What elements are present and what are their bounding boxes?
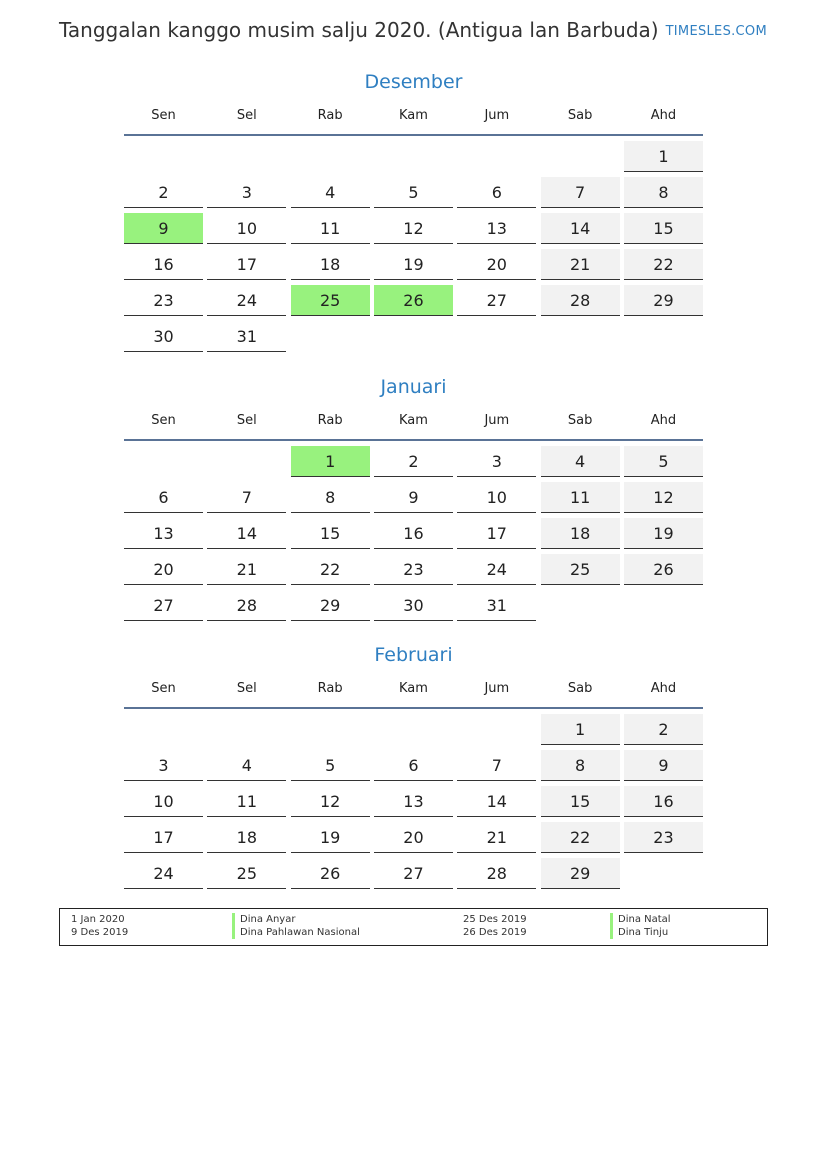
day-cell: 29 <box>291 590 370 621</box>
legend-holiday-name: Dina Anyar <box>232 913 295 926</box>
day-cell: 19 <box>624 518 703 549</box>
day-cell: 22 <box>291 554 370 585</box>
day-cell: 22 <box>541 822 620 853</box>
day-cell: 18 <box>207 822 286 853</box>
day-cell: 30 <box>374 590 453 621</box>
day-cell: 3 <box>124 750 203 781</box>
day-cell: 24 <box>124 858 203 889</box>
day-cell: 7 <box>541 177 620 208</box>
holiday-day-cell: 25 <box>291 285 370 316</box>
weekday-label: Sel <box>236 412 257 428</box>
day-cell: 13 <box>374 786 453 817</box>
empty-day-cell <box>207 714 286 745</box>
day-cell: 9 <box>374 482 453 513</box>
day-cell: 18 <box>291 249 370 280</box>
day-cell: 21 <box>541 249 620 280</box>
weekday-label: Jum <box>484 412 510 428</box>
weekday-label: Jum <box>484 107 510 123</box>
day-cell: 9 <box>624 750 703 781</box>
day-cell: 26 <box>624 554 703 585</box>
weekday-label: Sel <box>236 680 257 696</box>
empty-day-cell <box>374 141 453 172</box>
day-cell: 3 <box>207 177 286 208</box>
day-cell: 8 <box>624 177 703 208</box>
day-cell: 20 <box>374 822 453 853</box>
legend-date: 25 Des 2019 <box>463 914 527 925</box>
day-cell: 24 <box>207 285 286 316</box>
day-cell: 24 <box>457 554 536 585</box>
empty-day-cell <box>457 141 536 172</box>
weekday-header <box>124 669 703 709</box>
day-cell: 5 <box>374 177 453 208</box>
day-cell: 17 <box>457 518 536 549</box>
legend-holiday-name: Dina Pahlawan Nasional <box>232 926 360 939</box>
legend-date: 9 Des 2019 <box>71 927 129 938</box>
empty-day-cell <box>207 446 286 477</box>
empty-day-cell <box>374 714 453 745</box>
month-title: Januari <box>380 376 447 398</box>
day-cell: 19 <box>291 822 370 853</box>
day-cell: 6 <box>374 750 453 781</box>
day-cell: 11 <box>541 482 620 513</box>
day-cell: 14 <box>457 786 536 817</box>
day-cell: 27 <box>374 858 453 889</box>
day-cell: 25 <box>541 554 620 585</box>
day-cell: 18 <box>541 518 620 549</box>
day-cell: 19 <box>374 249 453 280</box>
day-cell: 10 <box>207 213 286 244</box>
month-december <box>124 68 703 352</box>
weekday-label: Sab <box>567 412 593 428</box>
day-cell: 4 <box>207 750 286 781</box>
day-cell: 23 <box>374 554 453 585</box>
weekday-label: Sel <box>236 107 257 123</box>
day-cell: 12 <box>291 786 370 817</box>
weekday-label: Rab <box>317 107 343 123</box>
page-title: Tanggalan kanggo musim salju 2020. (Antigua lan Barbuda) <box>59 18 659 42</box>
weekday-label: Sab <box>567 107 593 123</box>
day-cell: 27 <box>124 590 203 621</box>
day-cell: 23 <box>624 822 703 853</box>
empty-day-cell <box>291 714 370 745</box>
day-cell: 29 <box>541 858 620 889</box>
weekday-label: Sab <box>567 680 593 696</box>
day-cell: 15 <box>291 518 370 549</box>
month-title: Desember <box>364 71 463 93</box>
weekday-label: Kam <box>399 680 428 696</box>
day-cell: 25 <box>207 858 286 889</box>
empty-day-cell <box>457 714 536 745</box>
day-grid <box>124 714 703 889</box>
day-cell: 3 <box>457 446 536 477</box>
day-cell: 17 <box>124 822 203 853</box>
month-title: Februari <box>374 644 453 666</box>
empty-day-cell <box>124 446 203 477</box>
holiday-day-cell: 26 <box>374 285 453 316</box>
day-cell: 6 <box>457 177 536 208</box>
day-cell: 26 <box>291 858 370 889</box>
day-cell: 2 <box>374 446 453 477</box>
day-cell: 2 <box>624 714 703 745</box>
weekday-label: Sen <box>151 107 176 123</box>
day-cell: 16 <box>124 249 203 280</box>
day-cell: 22 <box>624 249 703 280</box>
weekday-header <box>124 401 703 441</box>
day-cell: 16 <box>624 786 703 817</box>
day-cell: 1 <box>624 141 703 172</box>
weekday-header <box>124 96 703 136</box>
weekday-label: Kam <box>399 412 428 428</box>
site-brand-link[interactable]: TIMESLES.COM <box>665 24 767 39</box>
day-cell: 7 <box>457 750 536 781</box>
day-cell: 6 <box>124 482 203 513</box>
day-cell: 20 <box>457 249 536 280</box>
day-cell: 7 <box>207 482 286 513</box>
holiday-day-cell: 1 <box>291 446 370 477</box>
holiday-day-cell: 9 <box>124 213 203 244</box>
day-cell: 5 <box>624 446 703 477</box>
day-cell: 13 <box>124 518 203 549</box>
weekday-label: Sen <box>151 412 176 428</box>
empty-day-cell <box>124 714 203 745</box>
empty-day-cell <box>207 141 286 172</box>
legend-date: 26 Des 2019 <box>463 927 527 938</box>
month-february <box>124 641 703 889</box>
day-cell: 21 <box>457 822 536 853</box>
day-cell: 16 <box>374 518 453 549</box>
day-cell: 1 <box>541 714 620 745</box>
day-cell: 28 <box>457 858 536 889</box>
weekday-label: Ahd <box>650 680 677 696</box>
weekday-label: Sen <box>151 680 176 696</box>
day-cell: 31 <box>457 590 536 621</box>
day-grid <box>124 446 703 621</box>
day-cell: 2 <box>124 177 203 208</box>
empty-day-cell <box>541 141 620 172</box>
day-cell: 28 <box>207 590 286 621</box>
empty-day-cell <box>124 141 203 172</box>
legend-holiday-name: Dina Tinju <box>610 926 668 939</box>
holiday-legend <box>59 908 768 946</box>
day-cell: 11 <box>207 786 286 817</box>
weekday-label: Rab <box>317 680 343 696</box>
weekday-label: Ahd <box>650 107 677 123</box>
day-cell: 17 <box>207 249 286 280</box>
day-cell: 8 <box>541 750 620 781</box>
day-cell: 31 <box>207 321 286 352</box>
day-cell: 4 <box>291 177 370 208</box>
weekday-label: Kam <box>399 107 428 123</box>
weekday-label: Rab <box>317 412 343 428</box>
day-cell: 30 <box>124 321 203 352</box>
day-cell: 8 <box>291 482 370 513</box>
legend-holiday-name: Dina Natal <box>610 913 671 926</box>
day-cell: 20 <box>124 554 203 585</box>
weekday-label: Jum <box>484 680 510 696</box>
day-cell: 12 <box>624 482 703 513</box>
weekday-label: Ahd <box>650 412 677 428</box>
day-cell: 15 <box>624 213 703 244</box>
day-cell: 23 <box>124 285 203 316</box>
day-cell: 10 <box>457 482 536 513</box>
day-cell: 21 <box>207 554 286 585</box>
day-cell: 11 <box>291 213 370 244</box>
day-cell: 28 <box>541 285 620 316</box>
day-cell: 5 <box>291 750 370 781</box>
day-grid <box>124 141 703 352</box>
day-cell: 14 <box>541 213 620 244</box>
legend-date: 1 Jan 2020 <box>71 914 125 925</box>
day-cell: 10 <box>124 786 203 817</box>
day-cell: 4 <box>541 446 620 477</box>
month-january <box>124 373 703 621</box>
day-cell: 15 <box>541 786 620 817</box>
empty-day-cell <box>291 141 370 172</box>
day-cell: 29 <box>624 285 703 316</box>
day-cell: 27 <box>457 285 536 316</box>
day-cell: 12 <box>374 213 453 244</box>
day-cell: 14 <box>207 518 286 549</box>
day-cell: 13 <box>457 213 536 244</box>
